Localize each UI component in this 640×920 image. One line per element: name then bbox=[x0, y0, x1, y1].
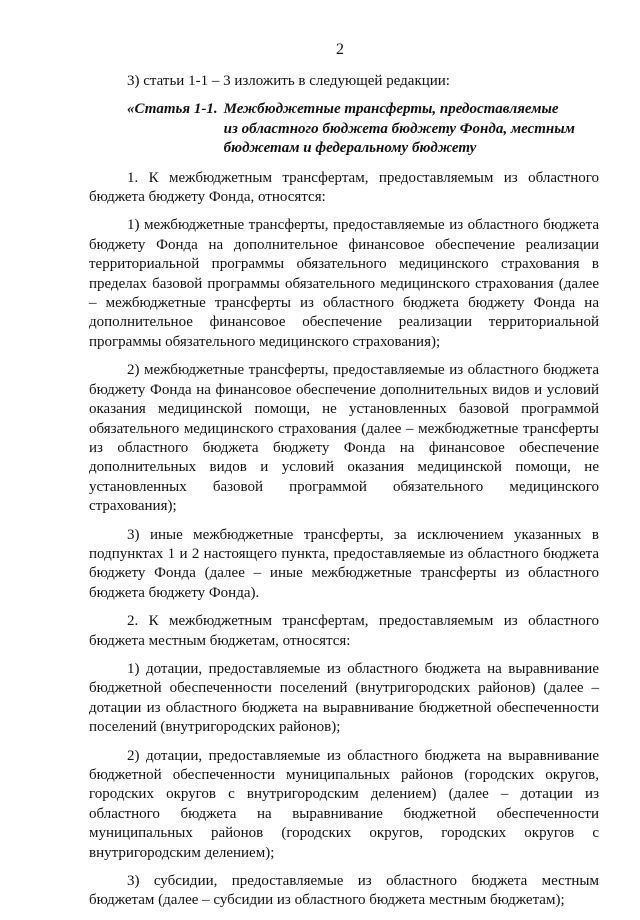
paragraph-clause-2-item-2: 2) дотации, предоставляемые из областного бюджета на выравнивание бюджетной обеспеченности муниципальных районов (городских округов, городских округов с внутригородским делением) (далее – дотации из областного бюджета на выравнивание бюджетной обеспеченности муниципальных районов (городских округов, городских округов с внутригородским делением); bbox=[89, 747, 599, 861]
paragraph-clause-1: 1. К межбюджетным трансфертам, предоставляемым из областного бюджета бюджету Фонда, относятся: bbox=[89, 169, 599, 206]
paragraph-clause-2-item-3: 3) субсидии, предоставляемые из областного бюджета местным бюджетам (далее – субсидии из областного бюджета местным бюджетам); bbox=[89, 873, 599, 909]
amendment-intro: 3) статьи 1-1 – 3 изложить в следующей редакции: bbox=[127, 73, 450, 89]
article-title bbox=[218, 100, 599, 158]
paragraph-clause-1-item-1: 1) межбюджетные трансферты, предоставляемые из областного бюджета бюджету Фонда на дополнительное финансовое обеспечение реализации территориальной программы обязательного медицинского страхования в пределах базовой программы обязательного медицинского страхования (далее – межбюджетные трансферты из областного бюджета бюджету Фонда на дополнительное финансовое обеспечение реализации территориальной программы обязательного медицинского страхования); bbox=[89, 217, 599, 350]
document-body bbox=[89, 72, 599, 920]
article-title-line: Межбюджетные трансферты, предоставляемые bbox=[223, 101, 559, 118]
article-title-line: из областного бюджета бюджету Фонда, местным bbox=[223, 120, 575, 137]
article-title-line: бюджетам и федеральному бюджету bbox=[223, 140, 477, 157]
paragraph-clause-1-item-3: 3) иные межбюджетные трансферты, за исключением указанных в подпунктах 1 и 2 настоящего пункта, предоставляемые из областного бюджета бюджету Фонда (далее – иные межбюджетные трансферты из областного бюджета бюджету Фонда). bbox=[89, 526, 599, 601]
paragraph-clause-1-item-2: 2) межбюджетные трансферты, предоставляемые из областного бюджета бюджету Фонда на финансовое обеспечение дополнительных видов и условий оказания медицинской помощи, не установленных базовой программой обязательного медицинского страхования (далее – межбюджетные трансферты из областного бюджета бюджету Фонда на финансовое обеспечение дополнительных видов и условий оказания медицинской помощи, не установленных базовой программой обязательного медицинского страхования); bbox=[89, 362, 599, 515]
article-label: «Статья 1-1. bbox=[127, 101, 218, 118]
page-number: 2 bbox=[336, 41, 344, 58]
paragraph-clause-2: 2. К межбюджетным трансфертам, предоставляемым из областного бюджета местным бюджетам, относятся: bbox=[89, 613, 599, 649]
article-heading bbox=[89, 100, 599, 158]
paragraph-clause-2-item-1: 1) дотации, предоставляемые из областного бюджета на выравнивание бюджетной обеспеченности поселений (внутригородских районов) (далее – дотации из областного бюджета на выравнивание бюджетной обеспеченности поселений (внутригородских районов); bbox=[89, 660, 599, 736]
